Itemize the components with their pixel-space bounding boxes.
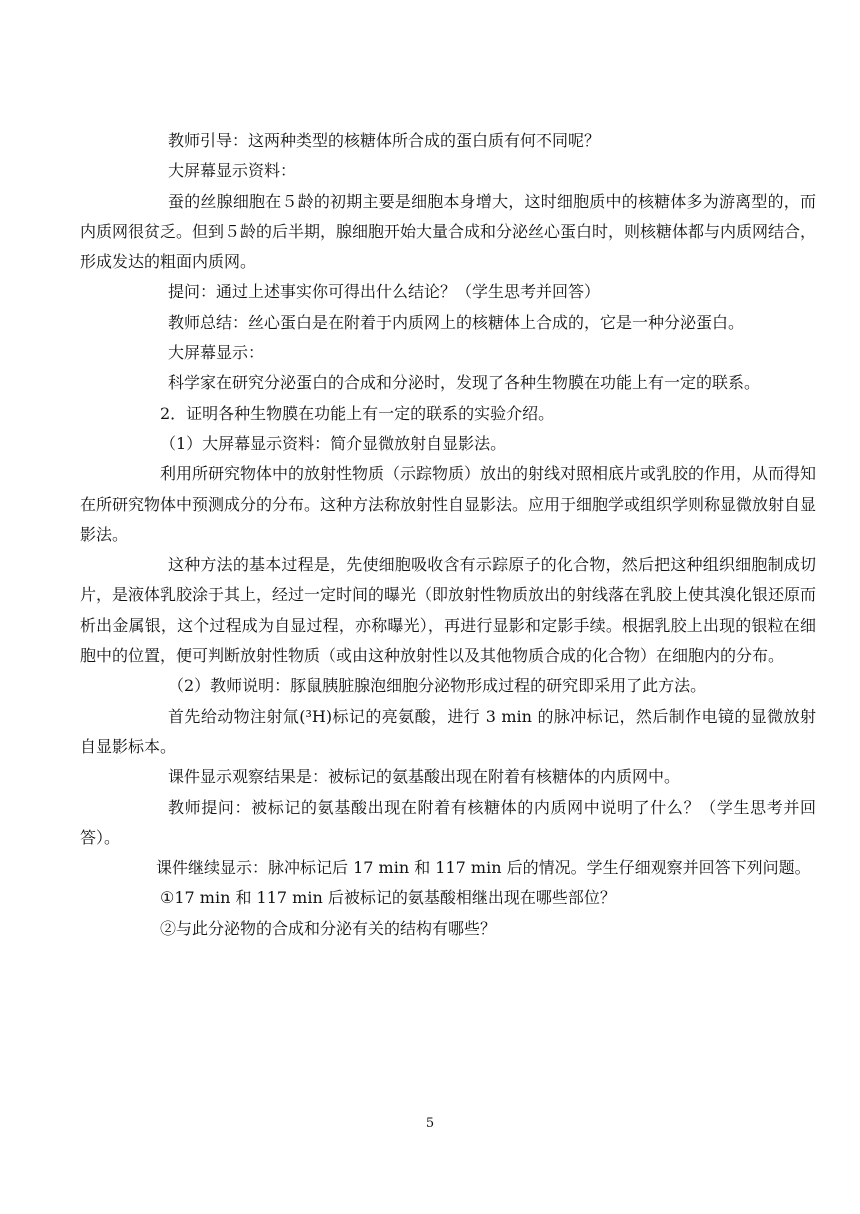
paragraph-experiment-intro: 2．证明各种生物膜在功能上有一定的联系的实验介绍。 (160, 403, 555, 423)
paragraph-injection: 首先给动物注射氚(³H)标记的亮氨酸，进行 3 min 的脉冲标记，然后制作电镜的显微放射自显影标本。 (80, 706, 816, 756)
question-item-1: ①17 min 和 117 min 后被标记的氨基酸相继出现在哪些部位？ (160, 888, 616, 908)
paragraph-screen-display: 大屏幕显示： (168, 343, 265, 363)
paragraph-continue-display: 课件继续显示：脉冲标记后 17 min 和 117 min 后的情况。学生仔细观察并回答下列问题。 (156, 858, 811, 878)
paragraph-silkworm: 蚕的丝腺细胞在５龄的初期主要是细胞本身增大，这时细胞质中的核糖体多为游离型的，而内质网很贫乏。但到５龄的后半期，腺细胞开始大量合成和分泌丝心蛋白时，则核糖体都与内质网结合，形成发达的粗面内质网。 (80, 191, 817, 272)
page-number: 5 (425, 1116, 435, 1131)
paragraph-screen-material: 大屏幕显示资料： (168, 161, 297, 181)
question-item-2: ②与此分泌物的合成和分泌有关的结构有哪些？ (160, 918, 497, 938)
paragraph-scientists: 科学家在研究分泌蛋白的合成和分泌时，发现了各种生物膜在功能上有一定的联系。 (168, 373, 761, 393)
paragraph-teacher-guide: 教师引导：这两种类型的核糖体所合成的蛋白质有何不同呢？ (168, 131, 601, 150)
document-body (80, 126, 816, 944)
paragraph-teacher-summary: 教师总结：丝心蛋白是在附着于内质网上的核糖体上合成的，它是一种分泌蛋白。 (168, 312, 745, 332)
paragraph-teacher-question: 教师提问：被标记的氨基酸出现在附着有核糖体的内质网中说明了什么？（学生思考并回答）。 (80, 797, 816, 847)
paragraph-question: 提问：通过上述事实你可得出什么结论？（学生思考并回答） (168, 282, 601, 302)
paragraph-method-intro: （1）大屏幕显示资料：简介显微放射自显影法。 (160, 433, 507, 453)
paragraph-observation-result: 课件显示观察结果是：被标记的氨基酸出现在附着有核糖体的内质网中。 (168, 767, 681, 787)
paragraph-teacher-explanation: （2）教师说明：豚鼠胰脏腺泡细胞分泌物形成过程的研究即采用了此方法。 (168, 676, 707, 696)
paragraph-method-process: 这种方法的基本过程是，先使细胞吸收含有示踪原子的化合物，然后把这种组织细胞制成切片，是液体乳胶涂于其上，经过一定时间的曝光（即放射性物质放出的射线落在乳胶上使其溴化银还原而析出金属银，这个过程成为自显过程，亦称曝光），再进行显影和定影手续。根据乳胶上出现的银粒在细胞中的位置，便可判断放射性物质（或由这种放射性以及其他物质合成的化合物）在细胞内的分布。 (80, 555, 817, 666)
paragraph-method-definition: 利用所研究物体中的放射性物质（示踪物质）放出的射线对照相底片或乳胶的作用，从而得知在所研究物体中预测成分的分布。这种方法称放射性自显影法。应用于细胞学或组织学则称显微放射自显影法。 (80, 464, 817, 544)
